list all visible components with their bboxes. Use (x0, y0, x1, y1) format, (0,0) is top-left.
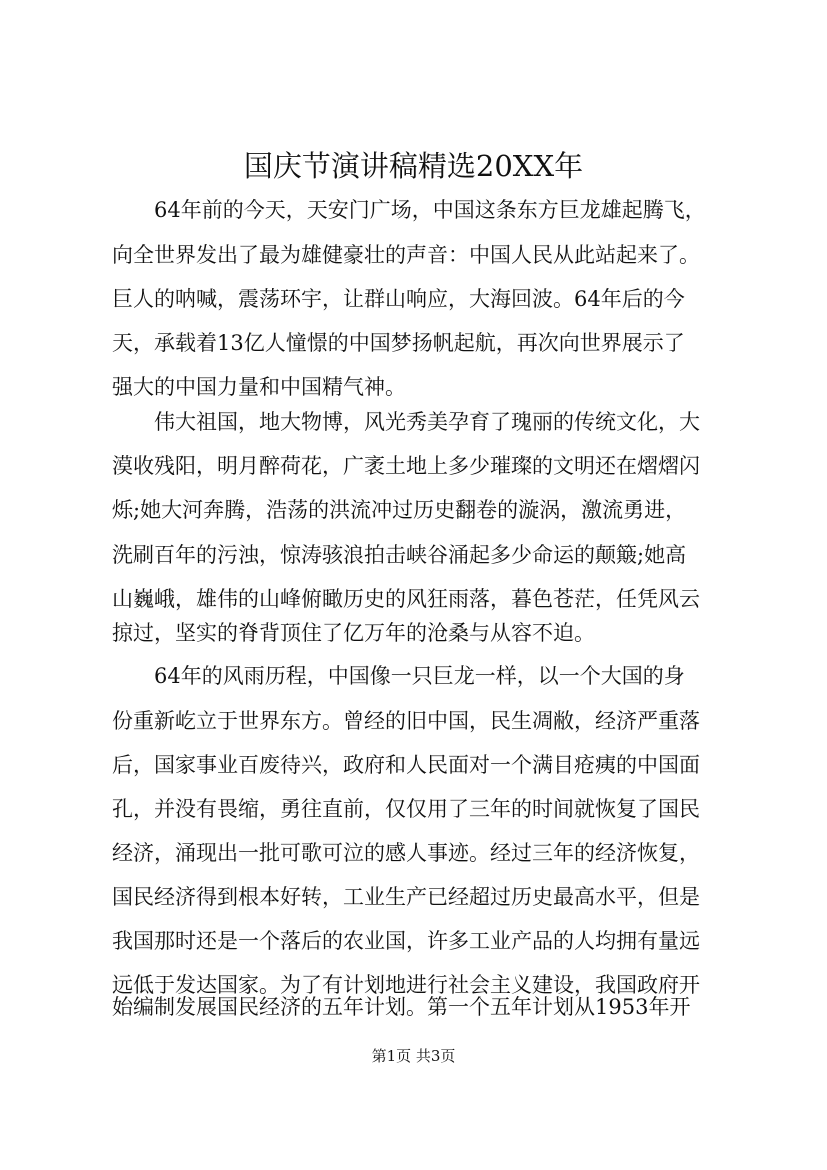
paragraph-3-line-1: 64年的风雨历程，中国像一只巨龙一样，以一个大国的身 (154, 664, 685, 688)
paragraph-2-line-2: 漠收残阳，明月醉荷花，广袤土地上多少璀璨的文明还在熠熠闪 (112, 454, 700, 478)
paragraph-1-line-2: 向全世界发出了最为雄健豪壮的声音：中国人民从此站起来了。 (112, 243, 700, 267)
paragraph-3-line-9: 始编制发展国民经济的五年计划。第一个五年计划从1953年开 (112, 995, 691, 1019)
paragraph-2-line-5: 山巍峨，雄伟的山峰俯瞰历史的风狂雨落，暮色苍茫，任凭风云 (112, 587, 700, 611)
paragraph-2-line-6: 掠过，坚实的脊背顶住了亿万年的沧桑与从容不迫。 (112, 621, 595, 645)
paragraph-3-line-8: 远低于发达国家。为了有计划地进行社会主义建设，我国政府开 (112, 973, 700, 997)
page-number-footer: 第1页 共3页 (371, 1047, 456, 1065)
paragraph-2-line-3: 烁;她大河奔腾，浩荡的洪流冲过历史翻卷的漩涡，激流勇进， (112, 498, 687, 522)
paragraph-3-line-6: 国民经济得到根本好转，工业生产已经超过历史最高水平，但是 (112, 885, 700, 909)
paragraph-2-line-1: 伟大祖国，地大物博，风光秀美孕育了瑰丽的传统文化，大 (154, 410, 700, 434)
paragraph-1-line-1: 64年前的今天，天安门广场，中国这条东方巨龙雄起腾飞， (154, 198, 706, 222)
paragraph-1-line-5: 强大的中国力量和中国精气神。 (112, 375, 406, 399)
paragraph-3-line-3: 后，国家事业百废待兴，政府和人民面对一个满目疮痍的中国面 (112, 753, 700, 777)
paragraph-3-line-7: 我国那时还是一个落后的农业国，许多工业产品的人均拥有量远 (112, 929, 700, 953)
paragraph-1-line-3: 巨人的呐喊，震荡环宇，让群山响应，大海回波。64年后的今 (112, 287, 685, 311)
document-title: 国庆节演讲稿精选20XX年 (243, 149, 584, 183)
paragraph-3-line-2: 份重新屹立于世界东方。曾经的旧中国，民生凋敝，经济严重落 (112, 709, 700, 733)
paragraph-2-line-4: 洗刷百年的污浊，惊涛骇浪拍击峡谷涌起多少命运的颠簸;她高 (112, 543, 687, 567)
paragraph-3-line-5: 经济，涌现出一批可歌可泣的感人事迹。经过三年的经济恢复， (112, 841, 700, 865)
paragraph-1-line-4: 天，承载着13亿人憧憬的中国梦扬帆起航，再次向世界展示了 (112, 331, 685, 355)
paragraph-3-line-4: 孔，并没有畏缩，勇往直前，仅仅用了三年的时间就恢复了国民 (112, 797, 700, 821)
